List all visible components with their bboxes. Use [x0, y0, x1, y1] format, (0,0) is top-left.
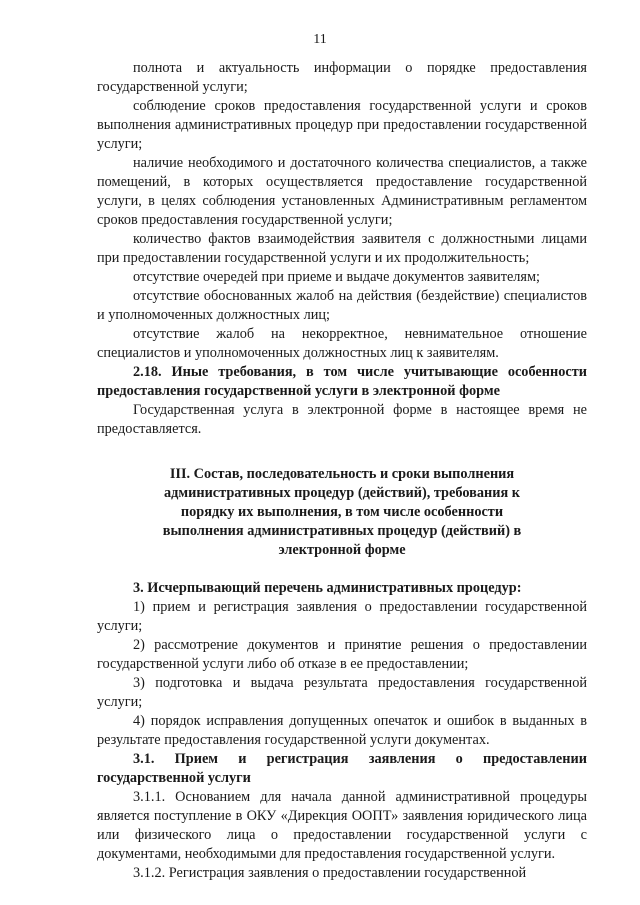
section-3-1-1-text: 3.1.1. Основанием для начала данной административной процедуры является поступление в ОКУ «Дирекция ООПТ» заявления юридического лица или физического лица о предоставлении государственной услуги с документами, необходимыми для предоставления государственной услуги. — [97, 789, 587, 862]
criterion-paragraph: отсутствие очередей при приеме и выдаче документов заявителям; — [133, 269, 541, 285]
criterion-paragraph: полнота и актуальность информации о порядке предоставления государственной услуги; — [97, 60, 587, 95]
procedure-list-item: 2) рассмотрение документов и принятие решения о предоставлении государственной услуги либо об отказе в ее предоставлении; — [97, 637, 587, 672]
procedure-list-item: 3) подготовка и выдача результата предоставления государственной услуги; — [97, 675, 587, 710]
section-heading-3: 3. Исчерпывающий перечень административных процедур: — [133, 580, 522, 596]
chapter-title: III. Состав, последовательность и сроки выполнения административных процедур (действий), требования к порядку их выполнения, в том числе особенности выполнения административных процедур (действий) в электронной форме — [162, 466, 522, 558]
section-2-18-text: Государственная услуга в электронной форме в настоящее время не предоставляется. — [97, 402, 587, 437]
criterion-paragraph: наличие необходимого и достаточного количества специалистов, а также помещений, в которых осуществляется предоставление государственной услуги, в целях соблюдения установленных Административным регламентом сроков предоставления государственной услуги; — [97, 155, 587, 228]
criterion-paragraph: отсутствие жалоб на некорректное, невнимательное отношение специалистов и уполномоченных должностных лиц к заявителям. — [97, 326, 587, 361]
procedure-list-item: 1) прием и регистрация заявления о предоставлении государственной услуги; — [97, 599, 587, 634]
criterion-paragraph: соблюдение сроков предоставления государственной услуги и сроков выполнения административных процедур при предоставлении государственной услуги; — [97, 98, 587, 152]
procedure-list-item: 4) порядок исправления допущенных опечаток и ошибок в выданных в результате предоставления государственной услуги документах. — [97, 713, 587, 748]
section-3-1-2-text: 3.1.2. Регистрация заявления о предоставлении государственной — [133, 865, 527, 881]
page-number: 11 — [313, 32, 327, 47]
criterion-paragraph: количество фактов взаимодействия заявителя с должностными лицами при предоставлении государственной услуги и их продолжительность; — [97, 231, 587, 266]
section-heading-2-18: 2.18. Иные требования, в том числе учитывающие особенности предоставления государственной услуги в электронной форме — [97, 364, 587, 399]
page-content — [97, 59, 587, 883]
section-heading-3-1: 3.1. Прием и регистрация заявления о предоставлении государственной услуги — [97, 751, 587, 786]
criterion-paragraph: отсутствие обоснованных жалоб на действия (бездействие) специалистов и уполномоченных должностных лиц; — [97, 288, 587, 323]
